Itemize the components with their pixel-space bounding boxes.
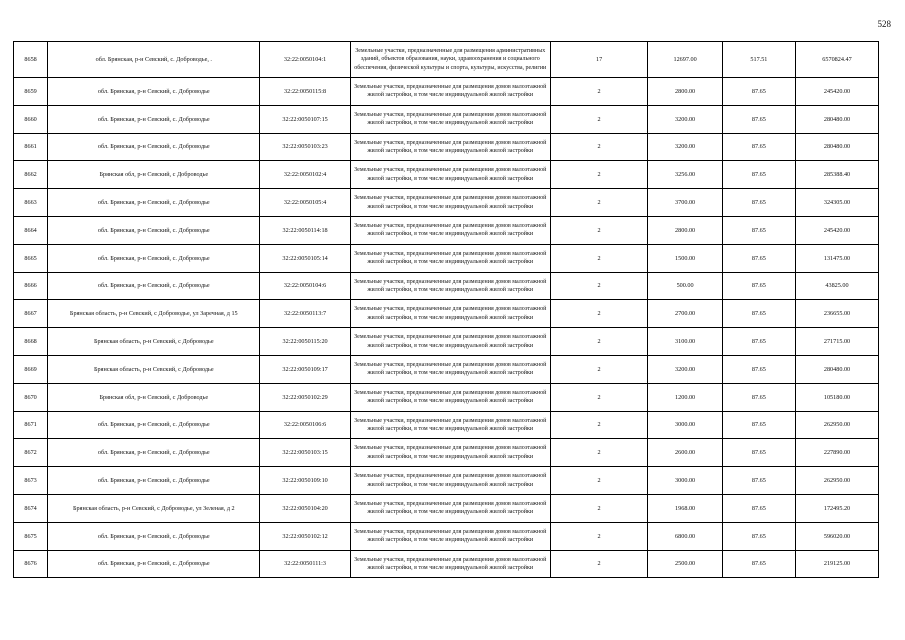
table-row [14, 383, 879, 411]
cadastral-value-cell: 105180.00 [795, 383, 878, 411]
land-use-description-cell: Земельные участки, предназначенные для размещения домов малоэтажной жилой застройки, в том числе индивидуальной жилой застройки [350, 244, 550, 272]
row-number-cell: 8667 [14, 300, 48, 328]
specific-value-cell: 87.65 [722, 494, 795, 522]
cadastral-number-cell: 32:22:0050115:20 [260, 328, 350, 356]
row-number-cell: 8674 [14, 494, 48, 522]
area-cell: 3200.00 [648, 355, 722, 383]
address-cell: обл. Брянская, р-н Севский, с. Доброводье [48, 272, 260, 300]
cadastral-number-cell: 32:22:0050107:15 [260, 105, 350, 133]
address-cell: обл. Брянская, р-н Севский, с. Доброводье [48, 189, 260, 217]
land-use-description-cell: Земельные участки, предназначенные для размещения домов малоэтажной жилой застройки, в том числе индивидуальной жилой застройки [350, 494, 550, 522]
land-use-description-cell: Земельные участки, предназначенные для размещения домов малоэтажной жилой застройки, в том числе индивидуальной жилой застройки [350, 133, 550, 161]
group-code-cell: 2 [550, 216, 648, 244]
land-use-description-cell: Земельные участки, предназначенные для размещения домов малоэтажной жилой застройки, в том числе индивидуальной жилой застройки [350, 300, 550, 328]
specific-value-cell: 87.65 [722, 105, 795, 133]
area-cell: 2600.00 [648, 439, 722, 467]
area-cell: 3200.00 [648, 105, 722, 133]
specific-value-cell: 517.51 [722, 42, 795, 78]
group-code-cell: 2 [550, 244, 648, 272]
table-row [14, 78, 879, 106]
land-use-description-cell: Земельные участки, предназначенные для размещения домов малоэтажной жилой застройки, в том числе индивидуальной жилой застройки [350, 355, 550, 383]
land-use-description-cell: Земельные участки, предназначенные для размещения домов малоэтажной жилой застройки, в том числе индивидуальной жилой застройки [350, 78, 550, 106]
address-cell: Брянская область, р-н Севский, с Доброводье [48, 355, 260, 383]
group-code-cell: 17 [550, 42, 648, 78]
row-number-cell: 8660 [14, 105, 48, 133]
row-number-cell: 8675 [14, 522, 48, 550]
cadastral-value-cell: 280480.00 [795, 105, 878, 133]
table-row [14, 105, 879, 133]
cadastral-value-cell: 245420.00 [795, 78, 878, 106]
area-cell: 500.00 [648, 272, 722, 300]
address-cell: обл. Брянская, р-н Севский, с. Доброводье [48, 244, 260, 272]
row-number-cell: 8666 [14, 272, 48, 300]
area-cell: 2700.00 [648, 300, 722, 328]
row-number-cell: 8661 [14, 133, 48, 161]
group-code-cell: 2 [550, 355, 648, 383]
table-row [14, 300, 879, 328]
specific-value-cell: 87.65 [722, 78, 795, 106]
cadastral-value-cell: 131475.00 [795, 244, 878, 272]
area-cell: 3700.00 [648, 189, 722, 217]
specific-value-cell: 87.65 [722, 133, 795, 161]
table-row [14, 328, 879, 356]
group-code-cell: 2 [550, 105, 648, 133]
address-cell: обл. Брянская, р-н Севский, с. Доброводье [48, 216, 260, 244]
row-number-cell: 8673 [14, 467, 48, 495]
specific-value-cell: 87.65 [722, 383, 795, 411]
cadastral-value-cell: 262950.00 [795, 411, 878, 439]
group-code-cell: 2 [550, 494, 648, 522]
table-row [14, 411, 879, 439]
area-cell: 1968.00 [648, 494, 722, 522]
registry-body [14, 42, 879, 578]
specific-value-cell: 87.65 [722, 216, 795, 244]
address-cell: обл. Брянская, р-н Севский, с. Доброводье [48, 522, 260, 550]
area-cell: 1200.00 [648, 383, 722, 411]
row-number-cell: 8668 [14, 328, 48, 356]
cadastral-number-cell: 32:22:0050102:4 [260, 161, 350, 189]
land-use-description-cell: Земельные участки, предназначенные для размещения домов малоэтажной жилой застройки, в том числе индивидуальной жилой застройки [350, 522, 550, 550]
cadastral-number-cell: 32:22:0050109:10 [260, 467, 350, 495]
address-cell: Брянская область, р-н Севский, с Доброводье [48, 328, 260, 356]
address-cell: обл. Брянская, р-н Севский, с. Доброводье [48, 550, 260, 578]
group-code-cell: 2 [550, 467, 648, 495]
row-number-cell: 8659 [14, 78, 48, 106]
area-cell: 1500.00 [648, 244, 722, 272]
cadastral-value-cell: 6570824.47 [795, 42, 878, 78]
land-use-description-cell: Земельные участки, предназначенные для размещения домов малоэтажной жилой застройки, в том числе индивидуальной жилой застройки [350, 272, 550, 300]
land-use-description-cell: Земельные участки, предназначенные для размещения домов малоэтажной жилой застройки, в том числе индивидуальной жилой застройки [350, 189, 550, 217]
address-cell: обл. Брянская, р-н Севский, с. Доброводье, . [48, 42, 260, 78]
group-code-cell: 2 [550, 300, 648, 328]
specific-value-cell: 87.65 [722, 355, 795, 383]
table-row [14, 42, 879, 78]
table-row [14, 439, 879, 467]
table-row [14, 189, 879, 217]
table-row [14, 355, 879, 383]
row-number-cell: 8676 [14, 550, 48, 578]
group-code-cell: 2 [550, 383, 648, 411]
cadastral-value-cell: 245420.00 [795, 216, 878, 244]
area-cell: 12697.00 [648, 42, 722, 78]
specific-value-cell: 87.65 [722, 411, 795, 439]
specific-value-cell: 87.65 [722, 272, 795, 300]
land-use-description-cell: Земельные участки, предназначенные для размещения домов малоэтажной жилой застройки, в том числе индивидуальной жилой застройки [350, 328, 550, 356]
land-use-description-cell: Земельные участки, предназначенные для размещения домов малоэтажной жилой застройки, в том числе индивидуальной жилой застройки [350, 161, 550, 189]
area-cell: 3000.00 [648, 467, 722, 495]
area-cell: 2800.00 [648, 216, 722, 244]
specific-value-cell: 87.65 [722, 189, 795, 217]
group-code-cell: 2 [550, 78, 648, 106]
area-cell: 3000.00 [648, 411, 722, 439]
area-cell: 3200.00 [648, 133, 722, 161]
address-cell: Брянская обл, р-н Севский, с Доброводье [48, 383, 260, 411]
cadastral-number-cell: 32:22:0050104:20 [260, 494, 350, 522]
specific-value-cell: 87.65 [722, 550, 795, 578]
cadastral-number-cell: 32:22:0050103:15 [260, 439, 350, 467]
cadastral-value-cell: 227890.00 [795, 439, 878, 467]
row-number-cell: 8658 [14, 42, 48, 78]
area-cell: 6800.00 [648, 522, 722, 550]
specific-value-cell: 87.65 [722, 161, 795, 189]
group-code-cell: 2 [550, 161, 648, 189]
area-cell: 2800.00 [648, 78, 722, 106]
cadastral-number-cell: 32:22:0050113:7 [260, 300, 350, 328]
specific-value-cell: 87.65 [722, 244, 795, 272]
cadastral-number-cell: 32:22:0050115:8 [260, 78, 350, 106]
land-use-description-cell: Земельные участки, предназначенные для размещения домов малоэтажной жилой застройки, в том числе индивидуальной жилой застройки [350, 467, 550, 495]
page-number: 528 [877, 19, 891, 29]
land-use-description-cell: Земельные участки, предназначенные для размещения домов малоэтажной жилой застройки, в том числе индивидуальной жилой застройки [350, 550, 550, 578]
group-code-cell: 2 [550, 133, 648, 161]
row-number-cell: 8664 [14, 216, 48, 244]
cadastral-value-cell: 172495.20 [795, 494, 878, 522]
address-cell: Брянская область, р-н Севский, с Доброводье, ул Зеленая, д 2 [48, 494, 260, 522]
cadastral-value-cell: 43825.00 [795, 272, 878, 300]
table-row [14, 161, 879, 189]
group-code-cell: 2 [550, 550, 648, 578]
group-code-cell: 2 [550, 328, 648, 356]
area-cell: 3100.00 [648, 328, 722, 356]
specific-value-cell: 87.65 [722, 328, 795, 356]
cadastral-number-cell: 32:22:0050111:3 [260, 550, 350, 578]
group-code-cell: 2 [550, 411, 648, 439]
land-use-description-cell: Земельные участки, предназначенные для размещения домов малоэтажной жилой застройки, в том числе индивидуальной жилой застройки [350, 216, 550, 244]
address-cell: обл. Брянская, р-н Севский, с. Доброводье [48, 105, 260, 133]
cadastral-value-cell: 219125.00 [795, 550, 878, 578]
row-number-cell: 8670 [14, 383, 48, 411]
row-number-cell: 8662 [14, 161, 48, 189]
group-code-cell: 2 [550, 439, 648, 467]
table-row [14, 272, 879, 300]
address-cell: обл. Брянская, р-н Севский, с. Доброводье [48, 439, 260, 467]
address-cell: Брянская обл, р-н Севский, с Доброводье [48, 161, 260, 189]
table-row [14, 522, 879, 550]
cadastral-value-cell: 285388.40 [795, 161, 878, 189]
specific-value-cell: 87.65 [722, 439, 795, 467]
specific-value-cell: 87.65 [722, 300, 795, 328]
cadastral-value-cell: 280480.00 [795, 355, 878, 383]
cadastral-number-cell: 32:22:0050102:12 [260, 522, 350, 550]
land-use-description-cell: Земельные участки, предназначенные для размещения административных зданий, объектов образования, науки, здравоохранения и социального обеспечения, физической культуры и спорта, культуры, искусства, религии [350, 42, 550, 78]
group-code-cell: 2 [550, 522, 648, 550]
cadastral-number-cell: 32:22:0050105:4 [260, 189, 350, 217]
specific-value-cell: 87.65 [722, 467, 795, 495]
cadastral-number-cell: 32:22:0050106:6 [260, 411, 350, 439]
cadastral-number-cell: 32:22:0050104:1 [260, 42, 350, 78]
cadastral-number-cell: 32:22:0050103:23 [260, 133, 350, 161]
cadastral-value-cell: 280480.00 [795, 133, 878, 161]
cadastral-value-cell: 324305.00 [795, 189, 878, 217]
address-cell: обл. Брянская, р-н Севский, с. Доброводье [48, 78, 260, 106]
address-cell: Брянская область, р-н Севский, с Доброводье, ул Заречная, д 15 [48, 300, 260, 328]
land-use-description-cell: Земельные участки, предназначенные для размещения домов малоэтажной жилой застройки, в том числе индивидуальной жилой застройки [350, 383, 550, 411]
address-cell: обл. Брянская, р-н Севский, с. Доброводье [48, 467, 260, 495]
land-use-description-cell: Земельные участки, предназначенные для размещения домов малоэтажной жилой застройки, в том числе индивидуальной жилой застройки [350, 105, 550, 133]
table-row [14, 467, 879, 495]
address-cell: обл. Брянская, р-н Севский, с. Доброводье [48, 133, 260, 161]
table-row [14, 494, 879, 522]
cadastral-number-cell: 32:22:0050114:18 [260, 216, 350, 244]
cadastral-number-cell: 32:22:0050104:6 [260, 272, 350, 300]
table-row [14, 133, 879, 161]
cadastral-value-cell: 236655.00 [795, 300, 878, 328]
group-code-cell: 2 [550, 189, 648, 217]
area-cell: 2500.00 [648, 550, 722, 578]
table-row [14, 216, 879, 244]
group-code-cell: 2 [550, 272, 648, 300]
table-row [14, 550, 879, 578]
cadastral-number-cell: 32:22:0050102:29 [260, 383, 350, 411]
table-row [14, 244, 879, 272]
area-cell: 3256.00 [648, 161, 722, 189]
land-use-description-cell: Земельные участки, предназначенные для размещения домов малоэтажной жилой застройки, в том числе индивидуальной жилой застройки [350, 439, 550, 467]
registry-table [13, 41, 879, 578]
specific-value-cell: 87.65 [722, 522, 795, 550]
cadastral-value-cell: 271715.00 [795, 328, 878, 356]
row-number-cell: 8665 [14, 244, 48, 272]
cadastral-number-cell: 32:22:0050109:17 [260, 355, 350, 383]
cadastral-value-cell: 262950.00 [795, 467, 878, 495]
address-cell: обл. Брянская, р-н Севский, с. Доброводье [48, 411, 260, 439]
row-number-cell: 8672 [14, 439, 48, 467]
cadastral-number-cell: 32:22:0050105:14 [260, 244, 350, 272]
row-number-cell: 8663 [14, 189, 48, 217]
row-number-cell: 8669 [14, 355, 48, 383]
land-use-description-cell: Земельные участки, предназначенные для размещения домов малоэтажной жилой застройки, в том числе индивидуальной жилой застройки [350, 411, 550, 439]
cadastral-value-cell: 596020.00 [795, 522, 878, 550]
row-number-cell: 8671 [14, 411, 48, 439]
